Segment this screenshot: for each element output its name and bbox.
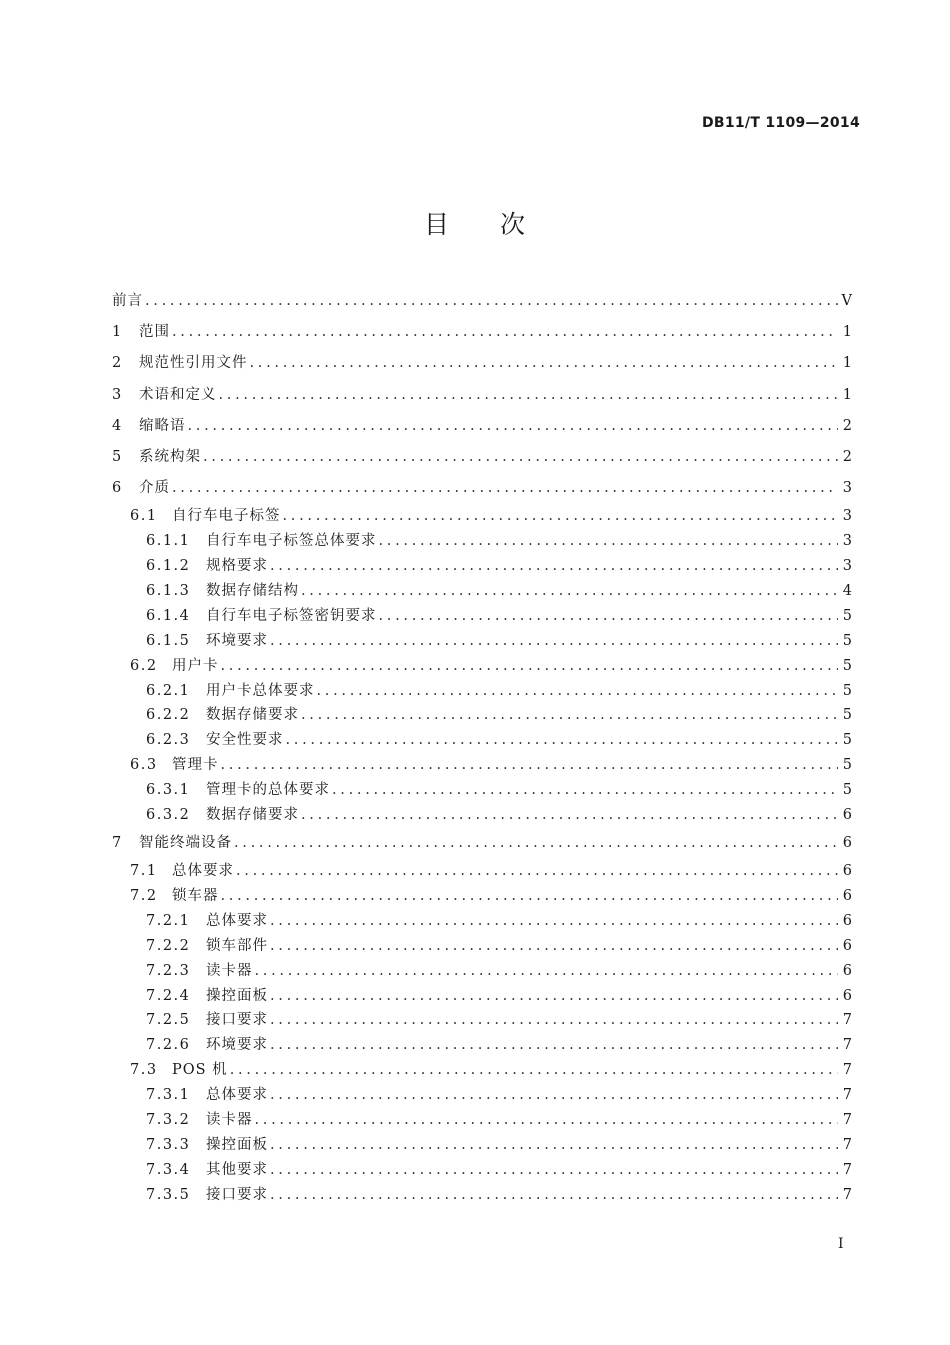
toc-entry-number: 7.2.4	[146, 987, 191, 1004]
toc-entry-label: 操控面板	[206, 1136, 268, 1153]
toc-entry-label: 自行车电子标签总体要求	[206, 533, 377, 550]
toc-entry-label: 系统构架	[139, 448, 201, 465]
toc-entry[interactable]	[112, 1133, 852, 1158]
toc-entry-label: 用户卡总体要求	[206, 682, 315, 699]
toc-entry-number: 7.3	[130, 1062, 158, 1079]
toc-entry-number: 6.2.2	[146, 707, 191, 724]
toc-entry[interactable]	[112, 1033, 852, 1058]
toc-dot-leader	[332, 778, 838, 803]
toc-entry-label: 锁车器	[172, 887, 219, 904]
page-title	[0, 205, 950, 241]
toc-entry-label: 接口要求	[206, 1186, 268, 1203]
toc-entry-page: 3	[842, 480, 852, 497]
toc-entry-number: 7.3.3	[146, 1136, 191, 1153]
toc-entry-page: 1	[842, 386, 852, 403]
toc-entry-number: 6.3.1	[146, 782, 191, 799]
toc-entry-page: 6	[842, 962, 852, 979]
toc-entry-number: 6.2.3	[146, 732, 191, 749]
toc-dot-leader	[286, 728, 839, 753]
toc-entry-label: 介质	[139, 480, 170, 497]
toc-entry-number: 6.1.3	[146, 582, 191, 599]
toc-entry-page: 6	[842, 834, 852, 851]
toc-entry-page: 5	[842, 657, 852, 674]
toc-entry-page: 6	[842, 807, 852, 823]
toc-entry[interactable]	[112, 959, 852, 984]
toc-entry[interactable]	[112, 286, 852, 317]
toc-dot-leader	[301, 703, 838, 728]
toc-dot-leader	[236, 859, 838, 884]
toc-entry[interactable]	[112, 411, 852, 442]
toc-dot-leader	[270, 1158, 838, 1183]
title-char-2: 次	[500, 210, 527, 239]
toc-entry[interactable]	[112, 984, 852, 1009]
toc-entry[interactable]	[112, 1183, 852, 1208]
toc-dot-leader	[379, 529, 839, 554]
toc-entry-number: 4	[112, 417, 123, 434]
toc-entry-label: 管理卡的总体要求	[206, 782, 330, 799]
toc-entry-label: 总体要求	[206, 1087, 268, 1104]
toc-dot-leader	[270, 1008, 838, 1033]
toc-entry-page: 6	[842, 887, 852, 904]
toc-dot-leader	[145, 286, 838, 317]
toc-dot-leader	[379, 604, 839, 629]
toc-dot-leader	[270, 629, 838, 654]
toc-entry-page: 7	[842, 1161, 852, 1178]
toc-entry[interactable]	[112, 442, 852, 473]
toc-entry-page: V	[841, 293, 852, 309]
toc-entry-page: 6	[842, 937, 852, 954]
toc-entry[interactable]	[112, 703, 852, 728]
toc-entry-number: 7.1	[130, 863, 158, 880]
toc-entry-label: 自行车电子标签	[172, 508, 281, 525]
toc-entry-page: 6	[842, 987, 852, 1004]
title-char-1: 目	[423, 210, 450, 239]
toc-entry-label: 安全性要求	[206, 732, 284, 749]
toc-entry[interactable]	[112, 753, 852, 778]
toc-entry-number: 6.1.5	[146, 632, 191, 649]
toc-entry-page: 1	[842, 324, 852, 341]
toc-entry-number: 7	[112, 834, 123, 851]
toc-entry-number: 6.1	[130, 508, 158, 525]
toc-entry-page: 5	[842, 707, 852, 724]
table-of-contents	[112, 286, 852, 1208]
toc-dot-leader	[255, 959, 839, 984]
toc-dot-leader	[172, 317, 838, 348]
toc-entry[interactable]	[112, 604, 852, 629]
toc-entry-label: 接口要求	[206, 1012, 268, 1029]
toc-entry[interactable]	[112, 1083, 852, 1108]
toc-entry-label: 操控面板	[206, 987, 268, 1004]
toc-dot-leader	[317, 679, 839, 704]
toc-entry-number: 7.2.2	[146, 937, 191, 954]
toc-entry-page: 7	[842, 1186, 852, 1203]
toc-entry[interactable]	[112, 803, 852, 828]
toc-entry-number: 6.2.1	[146, 682, 191, 699]
toc-entry-label: 环境要求	[206, 632, 268, 649]
toc-entry-page: 7	[842, 1037, 852, 1054]
toc-entry-label: 其他要求	[206, 1161, 268, 1178]
toc-entry-number: 6.3	[130, 757, 158, 774]
toc-entry-page: 5	[842, 607, 852, 624]
toc-entry-number: 7.2	[130, 887, 158, 904]
toc-dot-leader	[172, 473, 838, 504]
page-number: I	[838, 1236, 844, 1252]
toc-entry-label: 读卡器	[206, 1111, 253, 1128]
toc-entry[interactable]	[112, 1008, 852, 1033]
toc-entry[interactable]	[112, 348, 852, 379]
toc-entry-number: 6.2	[130, 657, 158, 674]
toc-dot-leader	[301, 803, 838, 828]
toc-entry-label: 数据存储要求	[206, 807, 299, 823]
toc-entry-number: 1	[112, 324, 123, 341]
toc-entry-page: 2	[842, 448, 852, 465]
toc-entry-label: 范围	[139, 324, 170, 341]
toc-dot-leader	[250, 348, 839, 379]
toc-dot-leader	[270, 1033, 838, 1058]
toc-entry-page: 7	[842, 1087, 852, 1104]
toc-dot-leader	[270, 1133, 838, 1158]
toc-entry-number: 7.2.5	[146, 1012, 191, 1029]
toc-dot-leader	[230, 1058, 838, 1083]
toc-dot-leader	[221, 654, 839, 679]
toc-entry-number: 7.2.1	[146, 912, 191, 929]
toc-entry-label: 环境要求	[206, 1037, 268, 1054]
toc-entry-number: 7.3.5	[146, 1186, 191, 1203]
toc-entry[interactable]	[112, 679, 852, 704]
toc-entry-page: 3	[842, 508, 852, 525]
toc-entry-label: 术语和定义	[139, 386, 217, 403]
toc-entry-page: 1	[842, 355, 852, 372]
toc-entry[interactable]	[112, 380, 852, 411]
toc-entry-page: 4	[842, 582, 852, 599]
toc-entry-number: 7.3.4	[146, 1161, 191, 1178]
toc-dot-leader	[188, 411, 839, 442]
toc-entry-number: 6	[112, 480, 123, 497]
toc-entry[interactable]	[112, 1108, 852, 1133]
toc-entry-number: 5	[112, 448, 123, 465]
toc-entry[interactable]	[112, 554, 852, 579]
toc-entry[interactable]	[112, 1058, 852, 1083]
toc-entry-number: 6.1.2	[146, 558, 191, 575]
toc-entry-page: 7	[842, 1111, 852, 1128]
toc-entry[interactable]	[112, 1158, 852, 1183]
toc-entry-label: 总体要求	[206, 912, 268, 929]
toc-entry-number: 7.3.2	[146, 1111, 191, 1128]
toc-entry-label: 智能终端设备	[139, 834, 232, 851]
toc-entry-label: 缩略语	[139, 417, 186, 434]
toc-entry-page: 7	[842, 1062, 852, 1079]
toc-entry-number: 6.1.1	[146, 533, 191, 550]
toc-entry-page: 7	[842, 1136, 852, 1153]
toc-entry-label: 数据存储要求	[206, 707, 299, 724]
toc-entry-page: 3	[842, 558, 852, 575]
toc-entry-number: 6.1.4	[146, 607, 191, 624]
toc-entry[interactable]	[112, 909, 852, 934]
toc-dot-leader	[270, 1183, 838, 1208]
toc-dot-leader	[270, 909, 838, 934]
toc-dot-leader	[270, 984, 838, 1009]
toc-entry[interactable]	[112, 529, 852, 554]
toc-entry[interactable]	[112, 473, 852, 504]
toc-dot-leader	[221, 884, 839, 909]
toc-entry-number: 7.3.1	[146, 1087, 191, 1104]
toc-entry-page: 7	[842, 1012, 852, 1029]
toc-dot-leader	[221, 753, 839, 778]
toc-entry-label: 自行车电子标签密钥要求	[206, 607, 377, 624]
toc-dot-leader	[270, 554, 838, 579]
toc-entry[interactable]	[112, 884, 852, 909]
toc-entry-label: 数据存储结构	[206, 582, 299, 599]
toc-dot-leader	[270, 934, 838, 959]
toc-entry-label: 锁车部件	[206, 937, 268, 954]
toc-dot-leader	[270, 1083, 838, 1108]
toc-entry[interactable]	[112, 654, 852, 679]
toc-entry-label: 管理卡	[172, 757, 219, 774]
toc-dot-leader	[255, 1108, 839, 1133]
toc-entry[interactable]	[112, 934, 852, 959]
toc-entry-page: 6	[842, 912, 852, 929]
toc-entry-page: 5	[842, 757, 852, 774]
toc-entry[interactable]	[112, 579, 852, 604]
toc-entry-number: 3	[112, 386, 123, 403]
toc-entry-page: 5	[842, 632, 852, 649]
toc-entry[interactable]	[112, 317, 852, 348]
toc-entry-page: 3	[842, 533, 852, 550]
toc-entry-label: 规格要求	[206, 558, 268, 575]
toc-dot-leader	[203, 442, 838, 473]
document-code: DB11/T 1109—2014	[701, 115, 860, 131]
toc-entry[interactable]	[112, 629, 852, 654]
toc-entry-number: 7.2.3	[146, 962, 191, 979]
toc-entry-page: 5	[842, 782, 852, 799]
toc-entry-page: 5	[842, 732, 852, 749]
toc-entry-label: 读卡器	[206, 962, 253, 979]
toc-entry[interactable]	[112, 859, 852, 884]
toc-dot-leader	[234, 828, 838, 859]
toc-entry-label: POS 机	[172, 1062, 228, 1079]
toc-entry[interactable]	[112, 728, 852, 753]
toc-entry-number: 6.3.2	[146, 807, 191, 823]
toc-entry-label: 用户卡	[172, 657, 219, 674]
toc-entry[interactable]	[112, 828, 852, 859]
toc-entry-number: 7.2.6	[146, 1037, 191, 1054]
toc-entry-label: 前言	[112, 293, 143, 309]
toc-dot-leader	[219, 380, 839, 411]
toc-entry[interactable]	[112, 778, 852, 803]
toc-entry-label: 规范性引用文件	[139, 355, 248, 372]
toc-entry-page: 5	[842, 682, 852, 699]
toc-entry-page: 6	[842, 863, 852, 880]
toc-entry-label: 总体要求	[172, 863, 234, 880]
toc-dot-leader	[301, 579, 838, 604]
toc-dot-leader	[283, 504, 839, 529]
toc-entry-number: 2	[112, 355, 123, 372]
toc-entry-page: 2	[842, 417, 852, 434]
toc-entry[interactable]	[112, 504, 852, 529]
